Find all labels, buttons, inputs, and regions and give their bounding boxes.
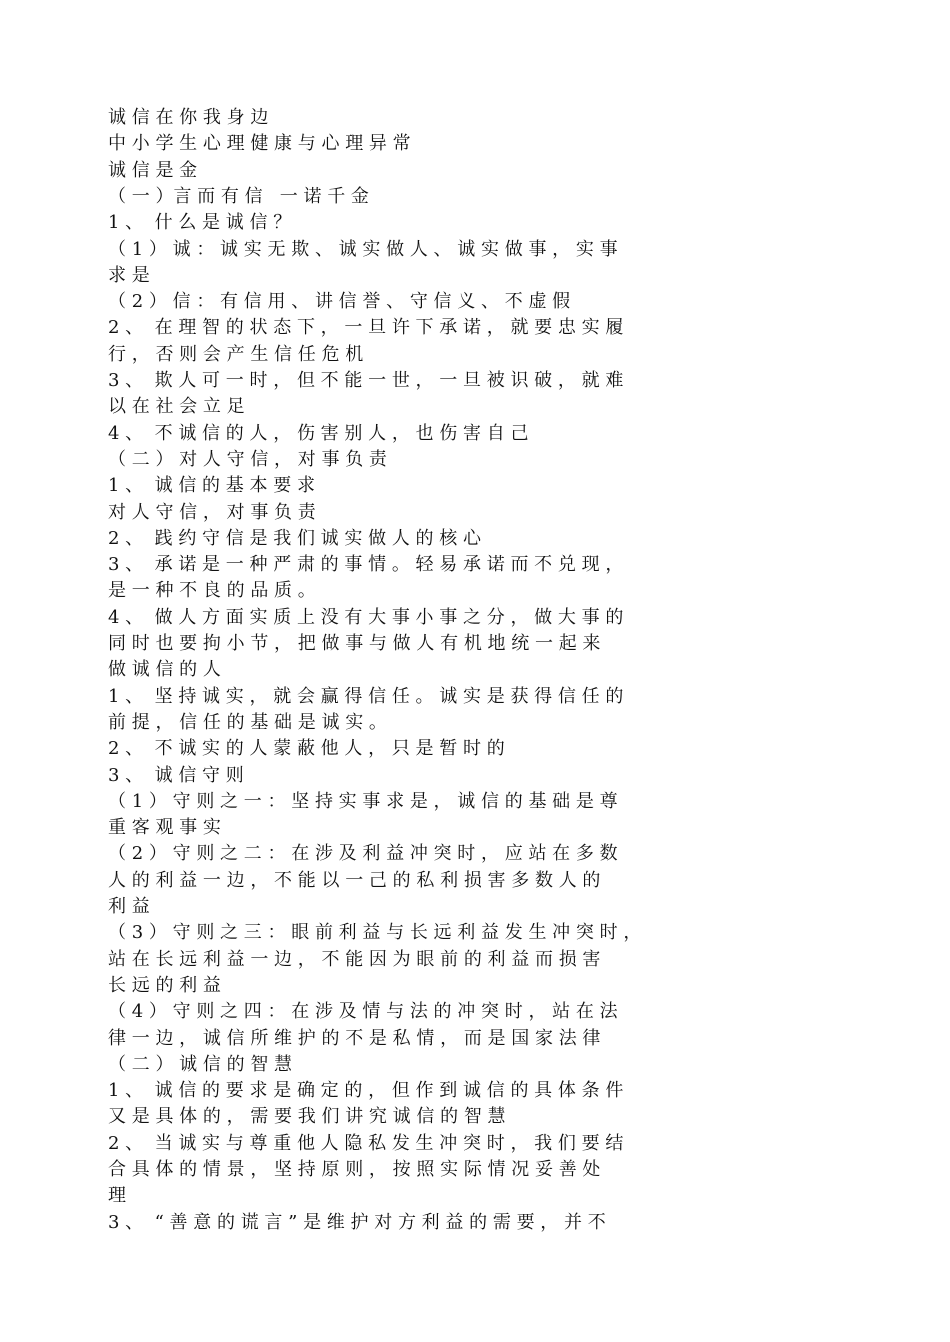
text-line: 2 、 当 诚 实 与 尊 重 他 人 隐 私 发 生 冲 突 时 ， 我 们 要 结 bbox=[108, 1132, 624, 1154]
text-line: 3 、 承 诺 是 一 种 严 肃 的 事 情 。 轻 易 承 诺 而 不 兑 现 ， bbox=[108, 554, 624, 576]
text-line: 站 在 长 远 利 益 一 边 ， 不 能 因 为 眼 前 的 利 益 而 损 害 bbox=[108, 948, 601, 970]
text-line: 同 时 也 要 拘 小 节 ， 把 做 事 与 做 人 有 机 地 统 一 起 来 bbox=[108, 633, 601, 654]
text-line: 是 一 种 不 良 的 品 质 。 bbox=[108, 580, 316, 602]
text-line: 4 、 做 人 方 面 实 质 上 没 有 大 事 小 事 之 分 ， 做 大 事 的 bbox=[108, 606, 624, 628]
text-line: （ 二 ） 诚 信 的 智 慧 bbox=[108, 1053, 293, 1075]
text-line: （ 二 ） 对 人 守 信 ， 对 事 负 责 bbox=[108, 448, 387, 470]
text-line: 律 一 边 ， 诚 信 所 维 护 的 不 是 私 情 ， 而 是 国 家 法 律 bbox=[108, 1027, 601, 1049]
text-line: 理 bbox=[108, 1185, 126, 1207]
text-line: 利 益 bbox=[108, 896, 150, 917]
text-line: 又 是 具 体 的 ， 需 要 我 们 讲 究 诚 信 的 智 慧 bbox=[108, 1106, 506, 1128]
text-line: 重 客 观 事 实 bbox=[108, 817, 221, 839]
text-line: 4 、 不 诚 信 的 人 ， 伤 害 别 人 ， 也 伤 害 自 己 bbox=[108, 422, 529, 444]
text-line: 诚 信 是 金 bbox=[108, 159, 198, 181]
text-line: 2 、 践 约 守 信 是 我 们 诚 实 做 人 的 核 心 bbox=[108, 527, 481, 549]
text-line: 人 的 利 益 一 边 ， 不 能 以 一 己 的 私 利 损 害 多 数 人 的 bbox=[108, 869, 601, 891]
text-line: 3 、 “ 善 意 的 谎 言 ” 是 维 护 对 方 利 益 的 需 要 ， 并 不 bbox=[108, 1211, 606, 1233]
text-line: 中 小 学 生 心 理 健 康 与 心 理 异 常 bbox=[108, 133, 411, 155]
text-line: 做 诚 信 的 人 bbox=[108, 659, 221, 681]
text-line: 3 、 欺 人 可 一 时 ， 但 不 能 一 世 ， 一 旦 被 识 破 ， 就 难 bbox=[108, 370, 624, 391]
text-line: 行 ， 否 则 会 产 生 信 任 危 机 bbox=[108, 343, 364, 365]
text-line: 以 在 社 会 立 足 bbox=[108, 396, 245, 418]
text-line: 1 、 什 么 是 诚 信 ？ bbox=[108, 212, 292, 234]
text-line: 3 、 诚 信 守 则 bbox=[108, 764, 244, 786]
text-line: （ 1 ） 诚 ： 诚 实 无 欺 、 诚 实 做 人 、 诚 实 做 事 ， 实 事 bbox=[108, 238, 618, 260]
text-line: 求 是 bbox=[108, 264, 150, 286]
text-line: 2 、 在 理 智 的 状 态 下 ， 一 旦 许 下 承 诺 ， 就 要 忠 实 履 bbox=[108, 317, 624, 339]
text-line: 诚 信 在 你 我 身 边 bbox=[108, 107, 269, 128]
text-line: 前 提 ， 信 任 的 基 础 是 诚 实 。 bbox=[108, 711, 387, 733]
text-line: 1 、 坚 持 诚 实 ， 就 会 赢 得 信 任 。 诚 实 是 获 得 信 任 的 bbox=[108, 685, 624, 707]
text-line: （ 4 ） 守 则 之 四 ： 在 涉 及 情 与 法 的 冲 突 时 ， 站 在 法 bbox=[108, 1001, 618, 1023]
text-line: 对 人 守 信 ， 对 事 负 责 bbox=[108, 501, 316, 523]
text-line: （ 1 ） 守 则 之 一 ： 坚 持 实 事 求 是 ， 诚 信 的 基 础 是 尊 bbox=[108, 790, 618, 812]
text-line: （ 一 ）言 而 有 信 一 诺 千 金 bbox=[108, 185, 369, 207]
text-line: （ 3 ） 守 则 之 三 ： 眼 前 利 益 与 长 远 利 益 发 生 冲 突 时 ， bbox=[108, 922, 642, 944]
text-line: 长 远 的 利 益 bbox=[108, 974, 221, 996]
text-line: 2 、 不 诚 实 的 人 蒙 蔽 他 人 ， 只 是 暂 时 的 bbox=[108, 738, 505, 760]
text-line: （ 2 ） 信 ： 有 信 用 、 讲 信 誉 、 守 信 义 、 不 虚 假 bbox=[108, 291, 571, 313]
text-line: 合 具 体 的 情 景 ， 坚 持 原 则 ， 按 照 实 际 情 况 妥 善 处 bbox=[108, 1159, 601, 1180]
text-line: 1 、 诚 信 的 要 求 是 确 定 的 ， 但 作 到 诚 信 的 具 体 条 件 bbox=[108, 1080, 624, 1102]
text-line: 1 、 诚 信 的 基 本 要 求 bbox=[108, 475, 315, 497]
text-line: （ 2 ） 守 则 之 二 ： 在 涉 及 利 益 冲 突 时 ， 应 站 在 多 数 bbox=[108, 843, 618, 865]
